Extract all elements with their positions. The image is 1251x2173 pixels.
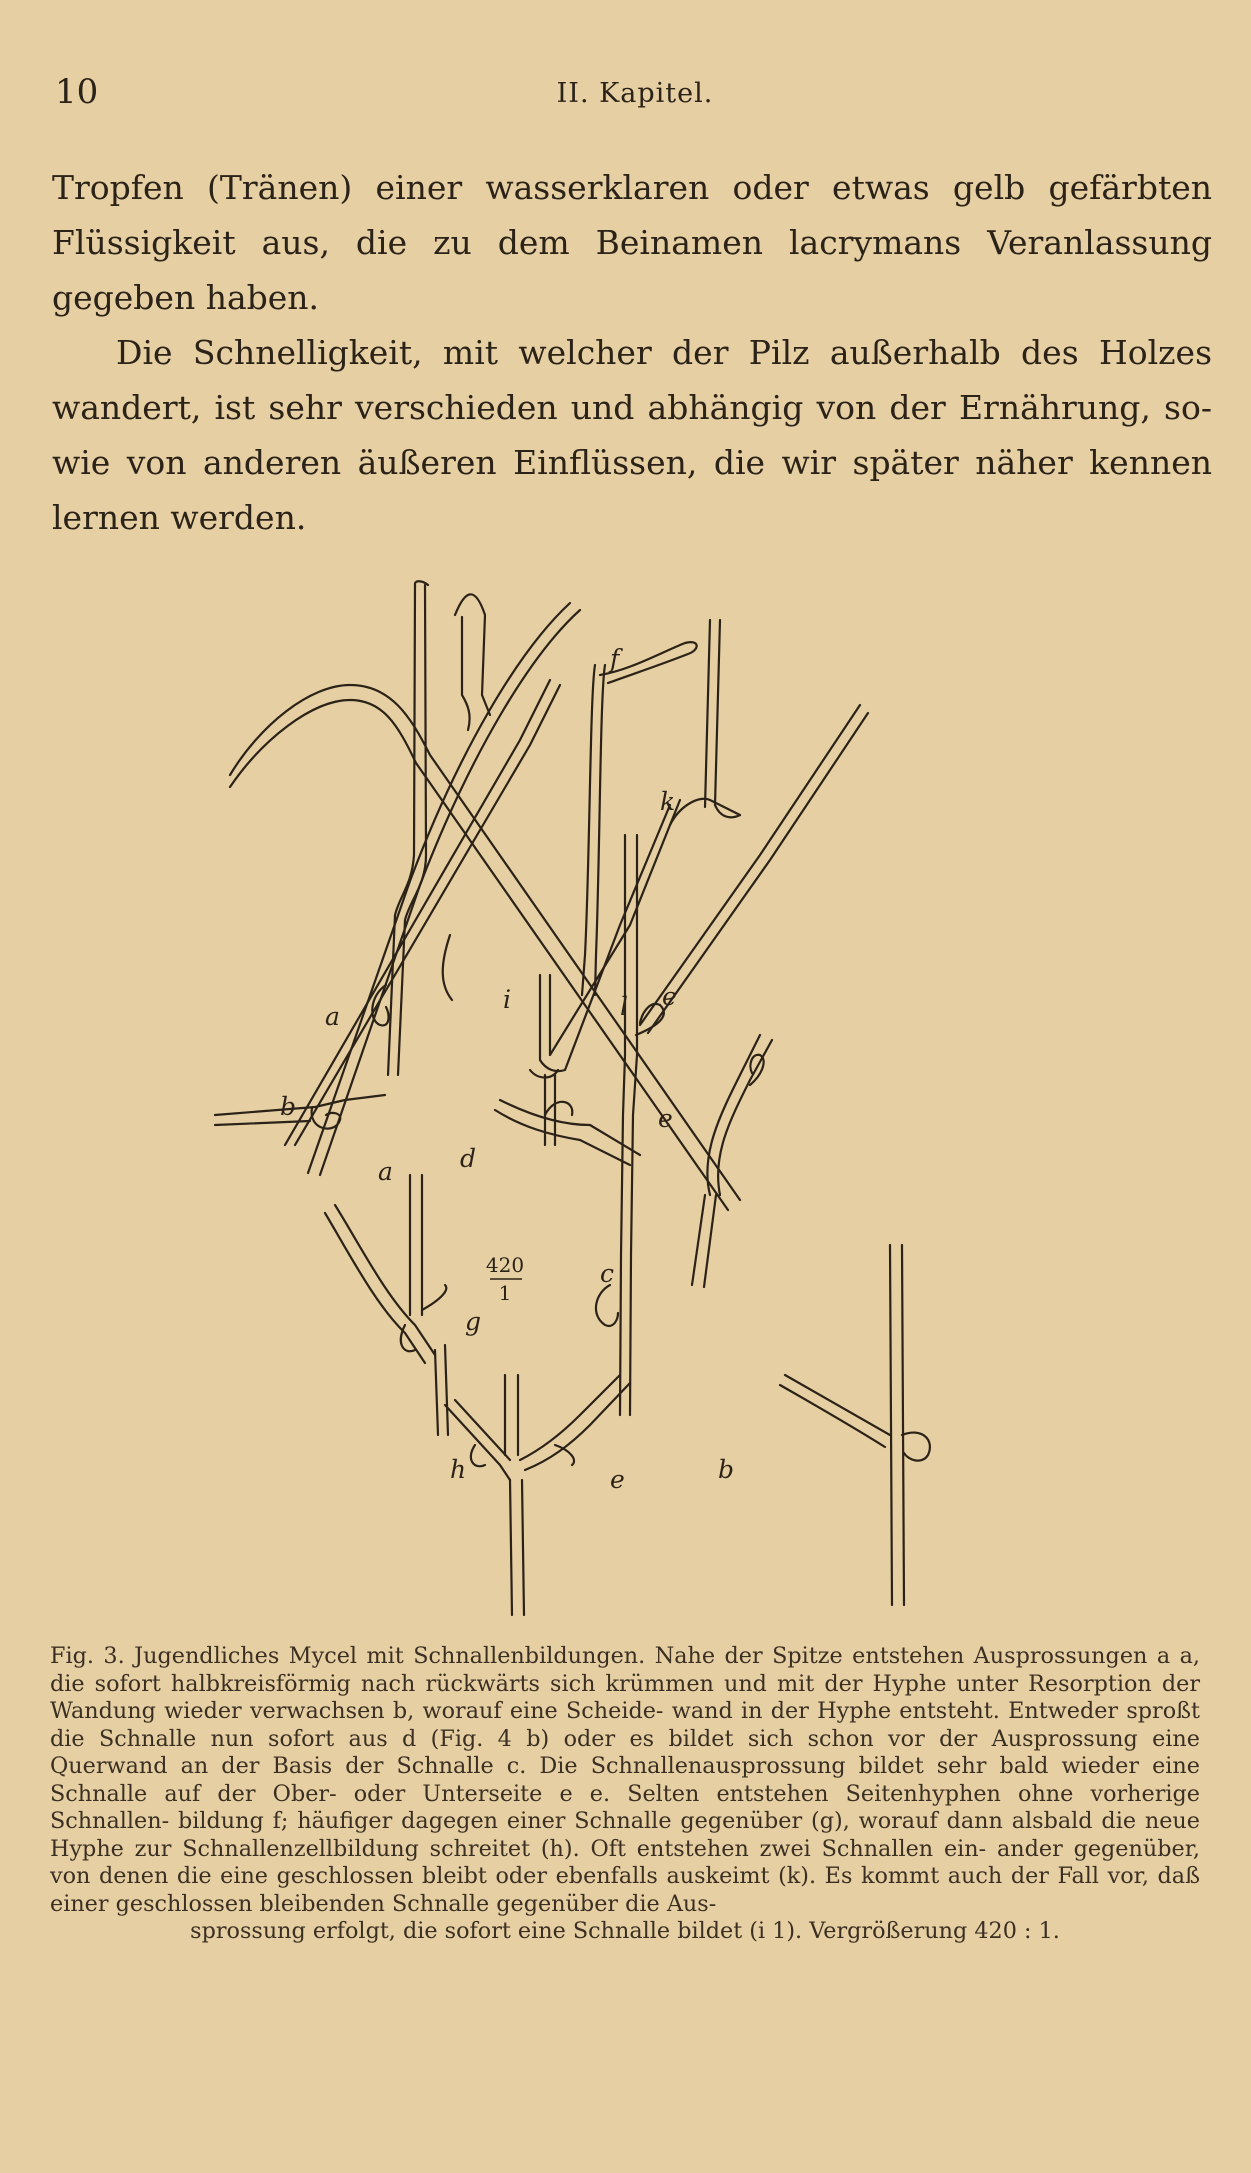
caption-text: Fig. 3. Jugendliches Mycel mit Schnallenbildungen. Nahe der Spitze entstehen Ausprossungen a a, die sofort halbkreisförmig nach rückwärts sich krümmen und mit der Hyphe unter Resorption der Wandung wieder verwachsen b, worauf eine Scheide- wand in der Hyphe entsteht. Entweder sproßt die Schnalle nun sofort aus d (Fig. 4 b) oder es bildet sich schon vor der Ausprossung eine Querwand an der Basis der Schnalle c. Die Schnallenausprossung bildet sehr bald wieder eine Schnalle auf der Ober- oder Unterseite e e. Selten entstehen Seitenhyphen ohne vorherige Schnallen- bildung f; häufiger dagegen einer Schnalle gegenüber (g), worauf dann alsbald die neue Hyphe zur Schnallenzellbildung schreitet (h). Oft entstehen zwei Schnallen ein- ander gegenüber, von denen die eine geschlossen bleibt oder ebenfalls auskeimt (k). Es kommt auch der Fall vor, daß einer geschlossen bleibenden Schnalle gegenüber die Aus- [50, 1643, 1200, 1917]
label-c: c [600, 1259, 615, 1288]
label-i: i [503, 985, 511, 1014]
hypha-c-clamp [596, 1285, 618, 1326]
page-number: 10 [55, 72, 99, 112]
hypha-k-e [620, 620, 868, 1415]
running-title: II. Kapitel. [556, 78, 714, 109]
figure-caption [50, 1643, 1200, 1946]
paragraph-1: Tropfen (Tränen) einer wasserklaren oder etwas gelb gefärbten Flüssigkeit aus, die zu dem Beinamen lacrymans Veranlassung gegeben haben. [52, 168, 1212, 317]
label-e-2: e [658, 1104, 673, 1133]
mycelium-drawing [200, 555, 1090, 1630]
label-e-1: e [662, 982, 677, 1011]
magnification-numerator: 420 [485, 1253, 525, 1277]
label-b-1: b [280, 1092, 297, 1121]
hypha-crossing [308, 603, 580, 1175]
hypha-b-horizontal [215, 1095, 385, 1129]
paragraph-2: Die Schnelligkeit, mit welcher der Pilz außerhalb des Holzes wandert, ist sehr verschieden und abhängig von der Ernährung, so- wie von anderen äußeren Einflüssen, die wir später näher kennen lernen werden. [52, 333, 1212, 537]
hypha-slender [285, 594, 560, 1145]
mycelium-figure [200, 555, 1090, 1630]
label-a-1: a [325, 1002, 340, 1031]
hypha-h-e-branch [445, 1375, 630, 1615]
hypha-f-branch [582, 642, 697, 995]
body-text [52, 160, 1212, 545]
page-header [55, 72, 1215, 122]
label-h: h [450, 1455, 467, 1484]
label-d: d [460, 1144, 477, 1173]
label-g: g [465, 1307, 482, 1336]
label-b-2: b [718, 1455, 735, 1484]
magnification-denominator: 1 [498, 1281, 512, 1305]
label-l: l [620, 992, 628, 1021]
caption-last-line: sprossung erfolgt, die sofort eine Schnalle bildet (i 1). Vergrößerung 420 : 1. [190, 1918, 1060, 1944]
label-k: k [660, 787, 676, 816]
hypha-d-clamp [495, 1100, 640, 1165]
hypha-g-region [325, 1175, 448, 1435]
label-f: f [610, 644, 620, 673]
hypha-i-clamp [530, 800, 680, 1145]
label-e-3: e [610, 1465, 625, 1494]
hypha-b-bottom-right [780, 1245, 930, 1605]
hypha-e-clamp [692, 1035, 772, 1287]
label-a-2: a [378, 1157, 393, 1186]
